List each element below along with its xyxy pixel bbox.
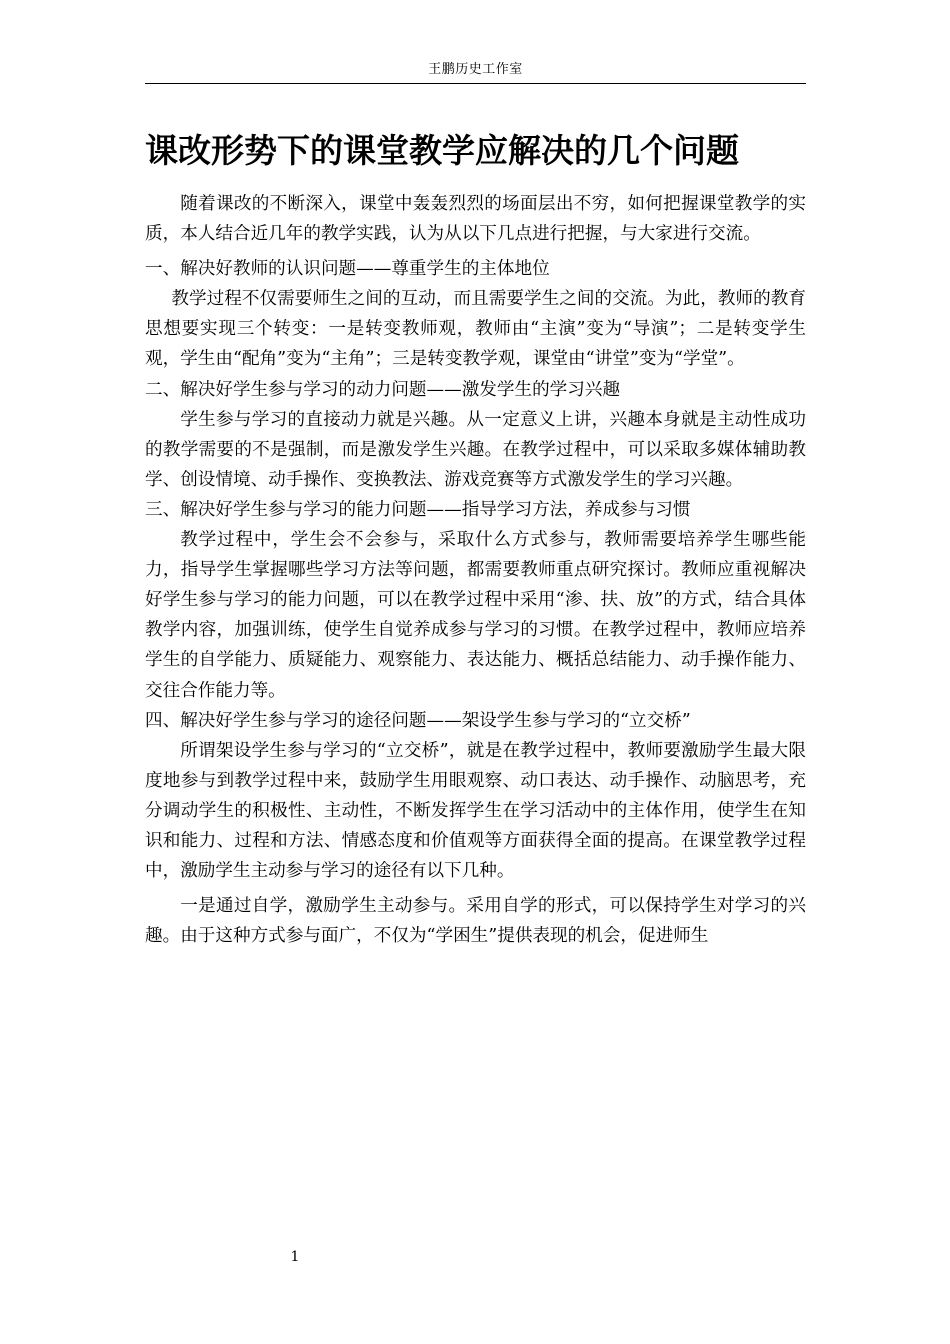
paragraph-section-1: 教学过程不仅需要师生之间的互动，而且需要学生之间的交流。为此，教师的教育思想要实现三个转变：一是转变教师观，教师由“主演”变为“导演”；二是转变学生观，学生由“配角”变为“主角”；三是转变教学观，课堂由“讲堂”变为“学堂”。 (145, 289, 806, 370)
paragraph-section-4: 所谓架设学生参与学习的“立交桥”，就是在教学过程中，教师要激励学生最大限度地参与到教学过程中来，鼓励学生用眼观察、动口表达、动手操作、动脑思考，充分调动学生的积极性、主动性，不断发挥学生在学习活动中的主体作用，使学生在知识和能力、过程和方法、情感态度和价值观等方面获得全面的提高。在课堂教学过程中，激励学生主动参与学习的途径有以下几种。 (145, 740, 806, 882)
paragraph-intro: 随着课改的不断深入，课堂中轰轰烈烈的场面层出不穷，如何把握课堂教学的实质，本人结合近几年的教学实践，认为从以下几点进行把握，与大家进行交流。 (145, 194, 806, 245)
page-number: 1 (290, 1249, 300, 1265)
paragraph-section-3: 教学过程中，学生会不会参与，采取什么方式参与，教师需要培养学生哪些能力，指导学生掌握哪些学习方法等问题，都需要教师重点研究探讨。教师应重视解决好学生参与学习的能力问题，可以在教学过程中采用“渗、扶、放”的方式，结合具体教学内容，加强训练，使学生自觉养成参与学习的习惯。在教学过程中，教师应培养学生的自学能力、质疑能力、观察能力、表达能力、概括总结能力、动手操作能力、交往合作能力等。 (145, 530, 806, 701)
section-heading-3: 三、解决好学生参与学习的能力问题——指导学习方法，养成参与习惯 (145, 499, 691, 520)
page-header: 王鹏历史工作室 (428, 62, 523, 77)
section-heading-1: 一、解决好教师的认识问题——尊重学生的主体地位 (145, 259, 550, 280)
document-title: 课改形势下的课堂教学应解决的几个问题 (145, 131, 739, 170)
section-heading-4: 四、解决好学生参与学习的途径问题——架设学生参与学习的“立交桥” (145, 710, 691, 731)
section-heading-2: 二、解决好学生参与学习的动力问题——激发学生的学习兴趣 (145, 379, 621, 400)
paragraph-section-2: 学生参与学习的直接动力就是兴趣。从一定意义上讲，兴趣本身就是主动性成功的教学需要的不是强制，而是激发学生兴趣。在教学过程中，可以采取多媒体辅助教学、创设情境、动手操作、变换教法、游戏竞赛等方式激发学生的学习兴趣。 (145, 409, 806, 490)
paragraph-section-4-point-1: 一是通过自学，激励学生主动参与。采用自学的形式，可以保持学生对学习的兴趣。由于这种方式参与面广，不仅为“学困生”提供表现的机会，促进师生 (145, 896, 806, 947)
header-divider (145, 83, 806, 84)
document-body (145, 189, 806, 951)
